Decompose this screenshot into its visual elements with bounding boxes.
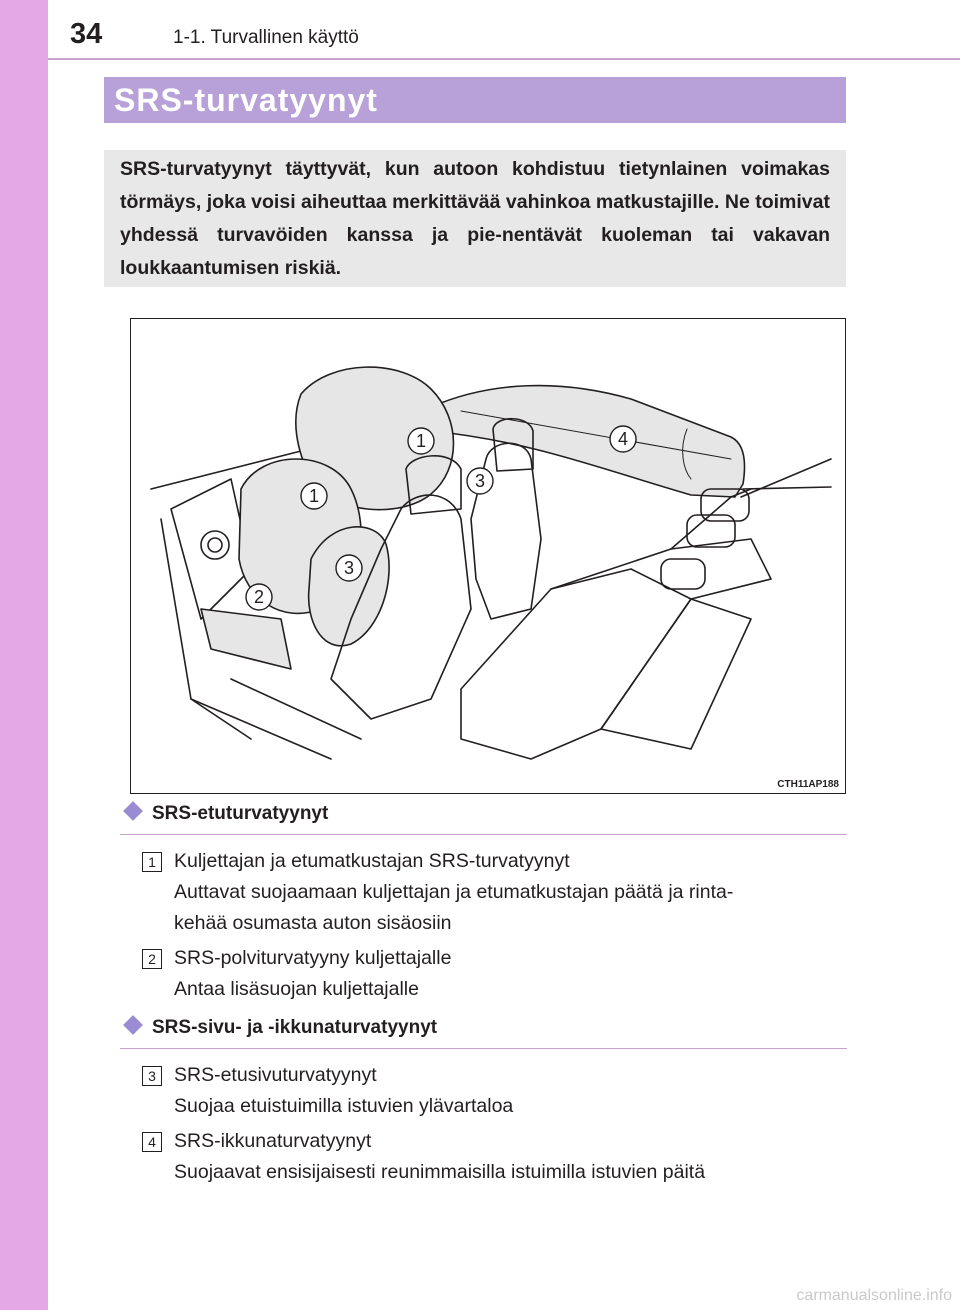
car-interior-drawing [131, 319, 846, 794]
side-color-strip [0, 0, 48, 1310]
item-number-badge: 2 [142, 949, 162, 969]
item-description-line: Auttavat suojaamaan kuljettajan ja etumatkustajan päätä ja rinta- [174, 881, 734, 903]
item-description-line: Suojaa etuistuimilla istuvien ylävartaloa [174, 1095, 514, 1117]
subheading-side-curtain-airbags-text: SRS-sivu- ja -ikkunaturvatyynyt [152, 1017, 438, 1038]
item-front-airbags [174, 846, 844, 939]
diamond-bullet-icon [123, 1015, 143, 1035]
callout-1-lower-label: 1 [308, 486, 320, 506]
item-title: SRS-etusivuturvatyynyt [174, 1064, 377, 1086]
subheading-divider [120, 1048, 847, 1049]
subheading-front-airbags-text: SRS-etuturvatyynyt [152, 803, 329, 824]
callout-1-upper-label: 1 [415, 431, 427, 451]
item-knee-airbag [174, 943, 844, 1005]
subheading-divider [120, 834, 847, 835]
item-side-airbags [174, 1060, 844, 1122]
intro-paragraph: SRS-turvatyynyt täyttyvät, kun autoon kohdistuu tietynlainen voimakas törmäys, joka voisi aiheuttaa merkittävää vahinkoa matkustajille. Ne toimivat yhdessä turvavöiden kanssa ja pie-nentävät kuoleman tai vakavan loukkaantumisen riskiä. [120, 158, 830, 279]
callout-4 [610, 426, 636, 452]
item-description-line: Antaa lisäsuojan kuljettajalle [174, 978, 419, 1000]
callout-3-upper [467, 468, 493, 494]
subheading-front-airbags [120, 803, 328, 831]
diamond-bullet-icon [123, 801, 143, 821]
callout-2-label: 2 [253, 587, 265, 607]
item-title: SRS-polviturvatyyny kuljettajalle [174, 947, 452, 969]
callout-3-upper-label: 3 [474, 471, 486, 491]
header-divider [48, 58, 960, 60]
item-curtain-airbags [174, 1126, 844, 1188]
chapter-title: 1-1. Turvallinen käyttö [173, 27, 359, 48]
item-description-line: kehää osumasta auton sisäosiin [174, 912, 452, 934]
section-title: SRS-turvatyynyt [114, 82, 378, 118]
callout-1-lower [301, 483, 327, 509]
callout-2 [246, 584, 272, 610]
figure-code: CTH11AP188 [777, 779, 839, 790]
airbag-illustration [130, 318, 846, 794]
subheading-side-curtain-airbags [120, 1017, 437, 1045]
page-number: 34 [70, 18, 103, 50]
watermark: carmanualsonline.info [796, 1287, 952, 1304]
callout-4-label: 4 [617, 429, 629, 449]
item-description-line: Suojaavat ensisijaisesti reunimmaisilla istuimilla istuvien päitä [174, 1161, 706, 1183]
item-title: SRS-ikkunaturvatyynyt [174, 1130, 372, 1152]
item-title: Kuljettajan ja etumatkustajan SRS-turvatyynyt [174, 850, 570, 872]
callout-1-upper [408, 428, 434, 454]
item-number-badge: 4 [142, 1132, 162, 1152]
item-number-badge: 1 [142, 852, 162, 872]
callout-3-lower [336, 555, 362, 581]
item-number-badge: 3 [142, 1066, 162, 1086]
callout-3-lower-label: 3 [343, 558, 355, 578]
